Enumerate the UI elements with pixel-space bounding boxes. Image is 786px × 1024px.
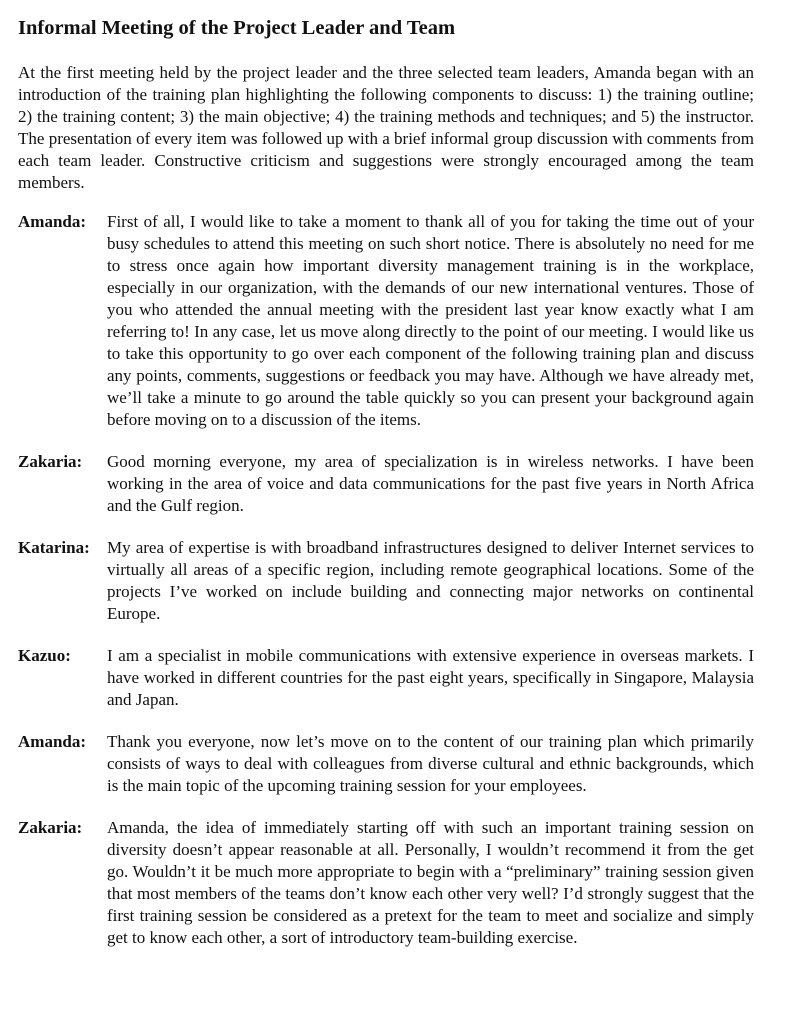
dialogue-turn-zakaria-1	[18, 451, 754, 517]
dialogue-turn-amanda-1	[18, 211, 754, 431]
intro-paragraph: At the first meeting held by the project leader and the three selected team leaders, Amanda began with an introduction of the training plan highlighting the following components to discuss: 1) the training outline; 2) the training content; 3) the main objective; 4) the training methods and techniques; and 5) the instructor. The presentation of every item was followed up with a brief informal group discussion with comments from each team leader. Constructive criticism and suggestions were strongly encouraged among the team members.	[18, 63, 754, 192]
speech-text: First of all, I would like to take a moment to thank all of you for taking the time out of your busy schedules to attend this meeting on such short notice. There is absolutely no need for me to stress once again how important diversity management training is in the workplace, especially in our organization, with the demands of our new international ventures. Those of you who attended the annual meeting with the president last year know exactly what I am referring to! In any case, let us move along directly to the point of our meeting. I would like us to take this opportunity to go over each component of the following training plan and discuss any points, comments, suggestions or feedback you may have. Although we have already met, we’ll take a minute to go around the table quickly so you can present your background again before moving on to a discussion of the items.	[107, 212, 754, 429]
speaker-label: Kazuo:	[18, 646, 71, 665]
speech-text: Thank you everyone, now let’s move on to the content of our training plan which primarily consists of ways to deal with colleagues from diverse cultural and ethnic backgrounds, which is the main topic of the upcoming training session for your employees.	[107, 732, 754, 795]
dialogue-turn-amanda-2	[18, 731, 754, 797]
speech-text: Good morning everyone, my area of specialization is in wireless networks. I have been working in the area of voice and data communications for the past five years in North Africa and the Gulf region.	[107, 452, 754, 515]
speaker-label: Amanda:	[18, 212, 87, 231]
speaker-label: Katarina:	[18, 538, 90, 557]
speaker-label: Amanda:	[18, 732, 87, 751]
speaker-label: Zakaria:	[18, 452, 83, 471]
dialogue-turn-kazuo	[18, 645, 754, 711]
speech-text: My area of expertise is with broadband infrastructures designed to deliver Internet services to virtually all areas of a specific region, including remote geographical locations. Some of the projects I’ve worked on include building and connecting major networks on continental Europe.	[107, 538, 754, 623]
speech-text: Amanda, the idea of immediately starting off with such an important training session on diversity doesn’t appear reasonable at all. Personally, I wouldn’t recommend it from the get go. Wouldn’t it be much more appropriate to begin with a “preliminary” training session given that most members of the teams don’t know each other very well? I’d strongly suggest that the first training session be considered as a pretext for the team to meet and socialize and simply get to know each other, a sort of introductory team-building exercise.	[107, 818, 754, 947]
speaker-label: Zakaria:	[18, 818, 83, 837]
dialogue-turn-zakaria-2	[18, 817, 754, 949]
speech-text: I am a specialist in mobile communications with extensive experience in overseas markets. I have worked in different countries for the past eight years, specifically in Singapore, Malaysia and Japan.	[107, 646, 754, 709]
document-title: Informal Meeting of the Project Leader and Team	[18, 17, 456, 39]
dialogue-turn-katarina	[18, 537, 754, 625]
